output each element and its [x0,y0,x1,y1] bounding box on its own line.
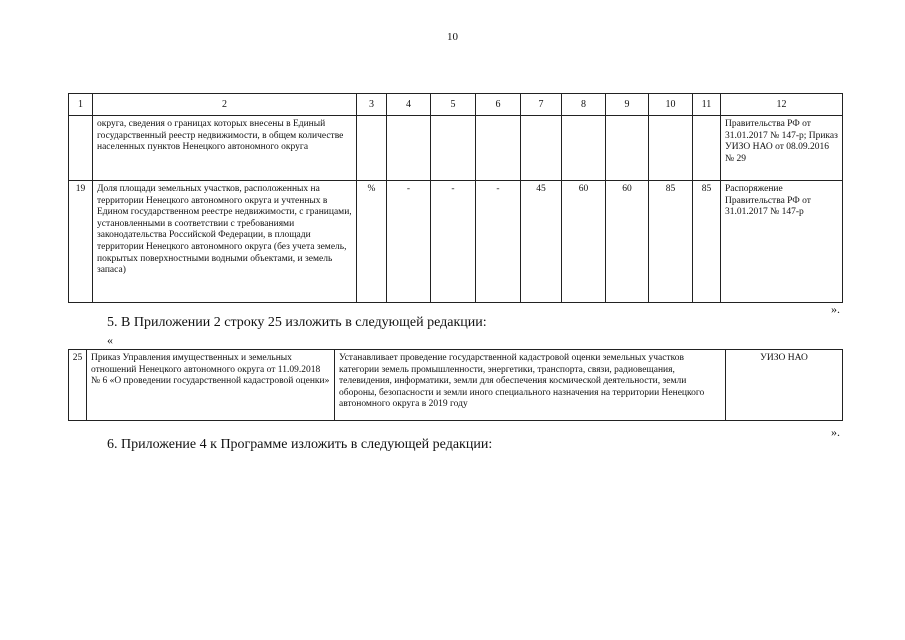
value-cell: - [431,181,476,303]
value-cell: 60 [562,181,606,303]
table-cell [476,116,521,181]
header-cell: 9 [606,94,649,116]
act-name-cell: Приказ Управления имущественных и земельных отношений Ненецкого автономного округа от 11.09.2018 № 6 «О проведении государственной кадастровой оценки» [87,350,335,421]
indicator-name-cell: Доля площади земельных участков, расположенных на территории Ненецкого автономного округа и учтенных в Едином государственном реестре недвижимости, с границами, установленными в соответствии с требованиями законодательства Российской Федерации, в площади территории Ненецкого автономного округа (без учета земель, покрытых поверхностными водными объектами, и земель запаса) [93,181,357,303]
row-number-cell [69,116,93,181]
responsible-cell: УИЗО НАО [726,350,843,421]
header-cell: 6 [476,94,521,116]
row-number-cell: 25 [69,350,87,421]
source-cell: Распоряжение Правительства РФ от 31.01.2017 № 147-р [721,181,843,303]
header-cell: 5 [431,94,476,116]
paragraph-6: 6. Приложение 4 к Программе изложить в следующей редакции: [107,437,493,452]
header-cell: 1 [69,94,93,116]
table-cell [606,116,649,181]
table-row [69,116,843,181]
legal-acts-table [68,349,843,421]
header-cell: 11 [693,94,721,116]
table-cell [431,116,476,181]
indicator-name-cell: округа, сведения о границах которых внесены в Единый государственный реестр недвижимости, в общем количестве населенных пунктов Ненецкого автономного округа [93,116,357,181]
row-number-cell: 19 [69,181,93,303]
header-cell: 8 [562,94,606,116]
value-cell: 60 [606,181,649,303]
closing-quote: ». [831,302,840,316]
source-cell: Правительства РФ от 31.01.2017 № 147-р; Приказ УИЗО НАО от 08.09.2016 № 29 [721,116,843,181]
table-header-row [69,94,843,116]
opening-quote: « [107,333,113,347]
table-row [69,350,843,421]
value-cell: 85 [649,181,693,303]
value-cell: 45 [521,181,562,303]
header-cell: 10 [649,94,693,116]
table-cell [387,116,431,181]
value-cell: 85 [693,181,721,303]
value-cell: - [476,181,521,303]
header-cell: 12 [721,94,843,116]
act-description-cell: Устанавливает проведение государственной кадастровой оценки земельных участков категории земель промышленности, энергетики, транспорта, связи, радиовещания, телевидения, информатики, земли для обеспечения космической деятельности, земли обороны, безопасности и земли иного специального назначения на территории Ненецкого автономного округа в 2019 году [335,350,726,421]
page-number: 10 [447,31,458,43]
table-cell [357,116,387,181]
header-cell: 7 [521,94,562,116]
table-cell [562,116,606,181]
table-cell [521,116,562,181]
table-cell [693,116,721,181]
table-row [69,181,843,303]
header-cell: 4 [387,94,431,116]
header-cell: 2 [93,94,357,116]
table-cell [649,116,693,181]
unit-cell: % [357,181,387,303]
closing-quote: ». [831,425,840,439]
header-cell: 3 [357,94,387,116]
paragraph-5: 5. В Приложении 2 строку 25 изложить в следующей редакции: [107,315,487,330]
indicators-table [68,93,843,303]
value-cell: - [387,181,431,303]
